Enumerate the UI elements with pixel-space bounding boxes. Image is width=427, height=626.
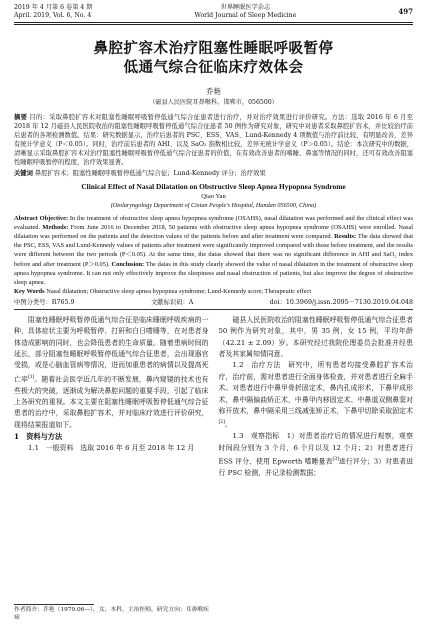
body-columns	[14, 315, 413, 479]
abstract-en	[14, 214, 413, 287]
header-rule	[14, 22, 413, 25]
treatment-text: 1.2 治疗方法 研究中，所有患者均接受鼻腔扩容术治疗，治疗前，需对患者进行全面身体检查，并对患者进行全麻手术。对患者进行中鼻甲骨折固定术，鼻内孔成形术，下鼻甲成形术，鼻中隔偏曲矫正术，中鼻甲内移固定术、中鼻道双侧鼻窦对称开放术，鼻中隔采用三线减张矫正术，下鼻甲切除采取固定术	[218, 361, 413, 416]
journal-name-en: World Journal of Sleep Medicine	[194, 12, 297, 19]
clc-number: 中图分类号：R765.9	[14, 298, 75, 306]
abstract-cn-text: 目的：采取鼻腔扩容术对阻塞性睡眠呼吸暂停低通气综合征患者进行治疗，并对治疗效果进行评价研究。方法：选取 2016 年 6 月至 2018 年 12 月磁县人民医院收治的阻塞性睡眠呼吸暂停低通气综合征患者 50 例作为研究对象，研究中对患者采取鼻腔扩容术，并比较治疗前后患者的各项检测数值。结果：研究数据显示，治疗后患者的 PSC、ESS、VAS、Lund-Kennedy 4 项数值与治疗前比较，有明显改善，差异有统计学意义（P＜0.05）。同时，治疗前后患者的 AHI、以及 SaO₂ 指数相比较，差异无统计学意义（P＞0.05）。结论：本次研究中的数据，清晰显示采取鼻腔扩容术对治疗阻塞性睡眠呼吸暂停低通气综合征患者的价值，在有效改善患者的嗜睡、鼻塞等情况的同时，还可有效改善阻塞性睡眠呼吸暂停的程度，治疗效果显著。	[14, 114, 413, 167]
keywords-en-label: Key Words	[14, 287, 45, 295]
intro-paragraph	[14, 315, 209, 431]
title-line-2: 低通气综合征临床疗效体会	[123, 59, 304, 76]
section-heading-methods: 1 资料与方法	[14, 432, 63, 442]
keywords-en-text: Nasal dilatation; Obstructive sleep apnea hypopnea syndrome; Lund-Kennedy score; Therapeutic effect	[46, 287, 312, 295]
intro-text-tail: 。随着社会医学近几年的不断发展，鼻内窥镜的技术也有些极大的突破，逐渐成为解决鼻腔问题的重要手段，引起了临床上各研究的重视。本文主要在阻塞性睡眠呼吸暂停低通气综合征患者的治疗中，采取鼻腔扩容术，并对临床疗效进行评价研究，现将结果报道如下。	[14, 375, 209, 429]
article-title	[14, 39, 413, 77]
issue-cn: 2019 年 4 月第 6 卷第 4 期	[14, 4, 93, 11]
treatment-text-tail: 。	[224, 420, 232, 429]
objective-label: Objective:	[39, 215, 69, 223]
indicators-paragraph	[219, 431, 414, 479]
body-right-column	[219, 315, 414, 479]
results-text: The data showed that the PSC, ESS, VAS and Lund-Kennedy values of patients after treatment were significantly improved compared with those before treatment, and the results were different between the two periods (P＜0.05). At the same time, the datas showed that there was no significant difference in AHI and SaO₂ index before and after treatment (P＞0.05).	[14, 233, 414, 268]
methods-label: Methods:	[42, 224, 69, 232]
author-name: 乔艳	[206, 87, 221, 96]
journal-name-cn: 世界睡眠医学杂志	[220, 4, 271, 11]
citation-ref: [3]	[332, 456, 339, 462]
conclusion-label: Conclusion:	[111, 260, 145, 268]
citation-ref: [2]	[218, 420, 225, 426]
article-identifiers	[14, 298, 413, 307]
running-header	[14, 4, 413, 20]
abstract-cn-label: 摘要	[14, 114, 28, 121]
issue-en: April. 2019, Vol. 6, No. 4	[14, 12, 92, 19]
english-affiliation: (Otolaryngology Department of Cixian People's Hospital, Handan 056500, China)	[110, 202, 317, 210]
objective-text: In the treatment of obstructive sleep apnea hypopnea syndrome (OSAHS), nasal dilatation was performed and the clinical effect was evaluated.	[14, 215, 413, 232]
abstract-cn	[14, 113, 413, 168]
footnote	[14, 604, 213, 622]
results-label: Results:	[334, 233, 357, 241]
subjects-paragraph: 磁县人民医院收治的阻塞性睡眠呼吸暂停低通气综合征患者 50 例作为研究对象，其中，男 35 例，女 15 例，平均年龄（42.21 ± 2.09）岁。本研究经过我院伦理委员会批准并经患者及其家属知情同意。	[218, 315, 413, 359]
intro-text: 阻塞性睡眠呼吸暂停低通气综合征是临床睡眠呼吸疾病的一种，具体症状主要为呼吸暂停、打鼾和白日嗜睡等，在对患者身体造成影响的同时，也会降低患者的生命质量。随着患病时间的延长，部分阻塞性睡眠呼吸暂停低通气综合征患者，会出现器官受损，或是心脑血管病等情况，进而加重患者的病情以及提高死亡率	[14, 315, 209, 384]
treatment-paragraph	[219, 360, 414, 431]
indicators-text: 1.3 观察指标 1）对患者治疗后的情况进行观察，观察时间段分别为 3 个月，6 个月以及 12 个月；2）对患者进行 ESS 评分，使用 Epworth 嗜睡量表	[218, 432, 413, 466]
issue-info	[14, 4, 92, 20]
doi: doi：10.3969/j.issn.2095－7130.2019.04.048	[269, 298, 413, 306]
author-affiliation: （磁县人民医院耳鼻喉科，邯郸市，056500）	[149, 99, 278, 106]
title-line-1: 鼻腔扩容术治疗阻塞性睡眠呼吸暂停	[93, 40, 334, 57]
author-bio: 作者简介：乔艳（1979.06—），女，本科，主治医师，研究方向：耳鼻喉疾病	[14, 607, 209, 621]
citation-ref: [1]	[27, 374, 35, 380]
footnote-rule	[14, 604, 94, 605]
section-divider	[14, 309, 413, 310]
methods-text: From June 2016 to December 2018, 50 patients with obstructive sleep apnea hypopnea syndrome (OSAHS) were enrolled. Nasal dilatation was performed on the patients and the detection values of the patients before and after treatment were compared.	[14, 224, 413, 241]
body-left-column	[14, 315, 209, 479]
english-author: Qiao Yan	[201, 192, 226, 200]
journal-name	[195, 4, 297, 20]
keywords-cn-text: 鼻腔扩容术；阻塞性睡眠呼吸暂停低通气综合征；Lund-Kennedy 评分；治疗效果	[34, 169, 266, 177]
abstract-en-label: Abstract	[14, 215, 38, 223]
english-title: Clinical Effect of Nasal Dilatation on Obstructive Sleep Apnea Hypopnea Syndrome	[81, 181, 346, 191]
general-info-paragraph: 1.1 一般资料 选取 2016 年 6 月至 2018 年 12 月	[28, 443, 195, 452]
keywords-en	[14, 287, 413, 296]
keywords-cn	[14, 169, 413, 178]
indicators-text-tail: 进行评分；3）对患者进行 PSC 检测，并记录检测数据；	[218, 457, 413, 477]
conclusion-text: The datas in this study clearly showed the value of nasal dilatation in the treatment of obstructive sleep apnea hypopnea syndrome. It can not only effectively improve the sleepiness and nasal obstruction of patients, but also improve the degree of obstructive sleep apnea.	[14, 260, 413, 286]
keywords-cn-label: 关键词	[14, 169, 33, 177]
document-code: 文献标识码：A	[151, 298, 194, 306]
page-number: 497	[398, 7, 413, 16]
